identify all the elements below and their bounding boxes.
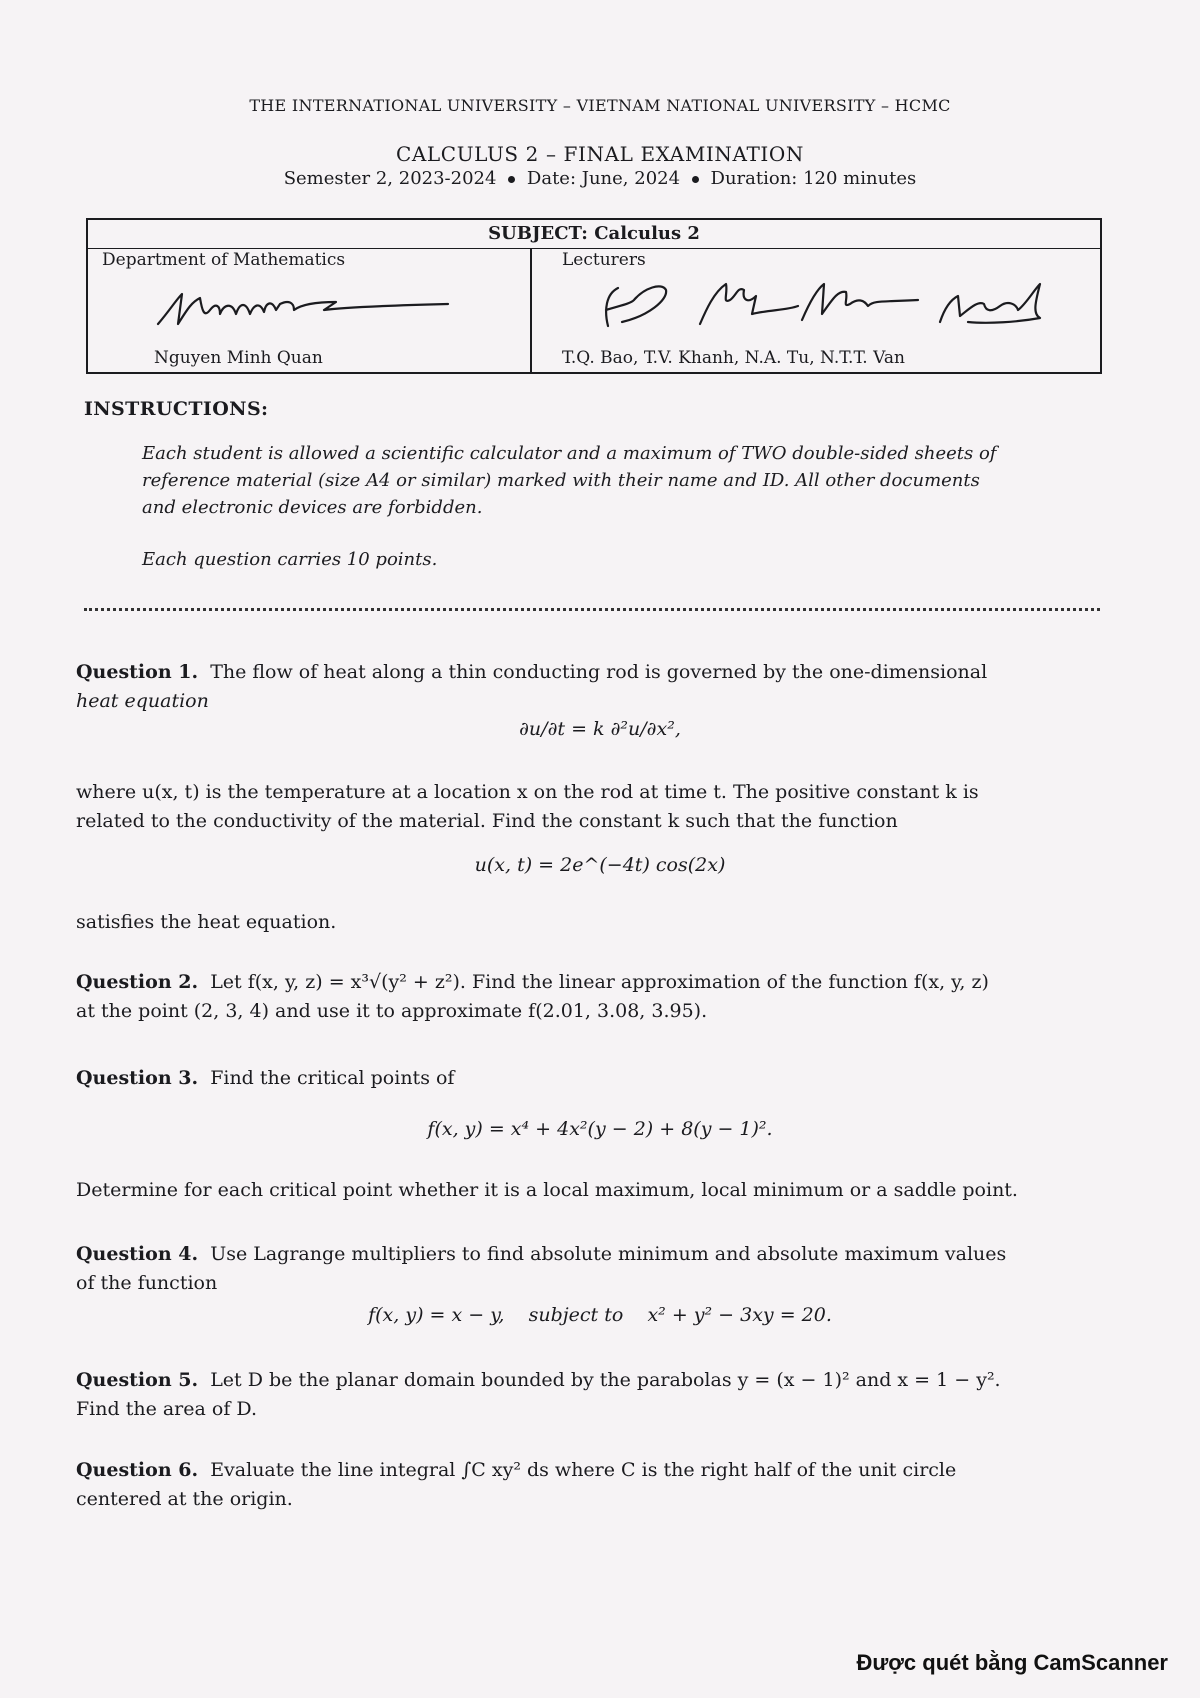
lecturers-label: Lecturers	[562, 250, 646, 270]
question-label: Question 6.	[76, 1459, 199, 1481]
question-text: centered at the origin.	[76, 1488, 293, 1510]
question-4	[76, 1240, 1146, 1298]
question-2	[76, 968, 1146, 1026]
heat-equation	[0, 718, 1200, 740]
equation: ∂u/∂t = k ∂²u/∂x²,	[519, 718, 681, 740]
bullet-icon	[508, 176, 515, 183]
question-label: Question 3.	[76, 1067, 199, 1089]
question-label: Question 5.	[76, 1369, 199, 1391]
question-3	[76, 1064, 1146, 1093]
instructions-line: Each student is allowed a scientific calculator and a maximum of TWO double-sided sheets of	[142, 443, 997, 464]
question-text: Let D be the planar domain bounded by the parabolas y = (x − 1)² and x = 1 − y².	[210, 1369, 1001, 1391]
lecturers-signatures	[588, 270, 1078, 340]
subject-row: SUBJECT: Calculus 2	[88, 220, 1100, 249]
question-text: heat equation	[76, 690, 209, 712]
question-text: where u(x, t) is the temperature at a location x on the rod at time t. The positive constant k is	[76, 781, 979, 803]
exam-title: CALCULUS 2 – FINAL EXAMINATION	[395, 142, 805, 166]
question-text: Find the area of D.	[76, 1398, 257, 1420]
exam-date: Date: June, 2024	[526, 168, 681, 189]
department-label: Department of Mathematics	[102, 250, 346, 270]
question-text: Determine for each critical point whether it is a local maximum, local minimum or a saddle point.	[76, 1179, 1018, 1201]
question-text: of the function	[76, 1272, 218, 1294]
points-note: Each question carries 10 points.	[142, 549, 438, 570]
question-label: Question 1.	[76, 661, 199, 683]
lecturers-names: T.Q. Bao, T.V. Khanh, N.A. Tu, N.T.T. Van	[562, 348, 905, 368]
bullet-icon	[692, 176, 699, 183]
question-text: at the point (2, 3, 4) and use it to approximate f(2.01, 3.08, 3.95).	[76, 1000, 708, 1022]
equation: f(x, y) = x − y, subject to x² + y² − 3xy = 20.	[368, 1304, 832, 1326]
approval-table	[86, 218, 1102, 374]
question-1-body	[76, 778, 1146, 836]
exam-meta	[0, 168, 1200, 189]
equation: f(x, y) = x⁴ + 4x²(y − 2) + 8(y − 1)².	[427, 1118, 773, 1140]
question-text: Use Lagrange multipliers to find absolute minimum and absolute maximum values	[210, 1243, 1007, 1265]
department-head-name: Nguyen Minh Quan	[154, 348, 323, 368]
table-divider	[530, 248, 532, 374]
question-6	[76, 1456, 1146, 1514]
question-5	[76, 1366, 1146, 1424]
question-label: Question 4.	[76, 1243, 199, 1265]
camscanner-watermark: Được quét bằng CamScanner	[856, 1650, 1168, 1675]
function-equation	[0, 854, 1200, 876]
function-equation	[0, 1118, 1200, 1140]
question-label: Question 2.	[76, 971, 199, 993]
department-head-signature	[148, 280, 508, 340]
institution-line: THE INTERNATIONAL UNIVERSITY – VIETNAM NATIONAL UNIVERSITY – HCMC	[249, 96, 951, 115]
question-text: Evaluate the line integral ∫C xy² ds where C is the right half of the unit circle	[210, 1459, 957, 1481]
exam-duration: Duration: 120 minutes	[710, 168, 917, 189]
question-text: Let f(x, y, z) = x³√(y² + z²). Find the linear approximation of the function f(x, y, z)	[210, 971, 989, 993]
dotted-separator	[84, 608, 1100, 611]
equation: u(x, t) = 2e^(−4t) cos(2x)	[474, 854, 726, 876]
instructions-line: and electronic devices are forbidden.	[142, 497, 483, 518]
instructions-line: reference material (size A4 or similar) marked with their name and ID. All other documents	[142, 470, 980, 491]
question-text: Find the critical points of	[210, 1067, 455, 1089]
instructions-paragraph	[142, 440, 1092, 521]
question-text: related to the conductivity of the material. Find the constant k such that the function	[76, 810, 898, 832]
question-text: The flow of heat along a thin conducting rod is governed by the one-dimensional	[210, 661, 988, 683]
instructions-heading: INSTRUCTIONS:	[84, 398, 269, 420]
question-text: satisfies the heat equation.	[76, 911, 337, 933]
constraint-equation	[0, 1304, 1200, 1326]
question-1	[76, 658, 1146, 716]
semester: Semester 2, 2023-2024	[283, 168, 497, 189]
